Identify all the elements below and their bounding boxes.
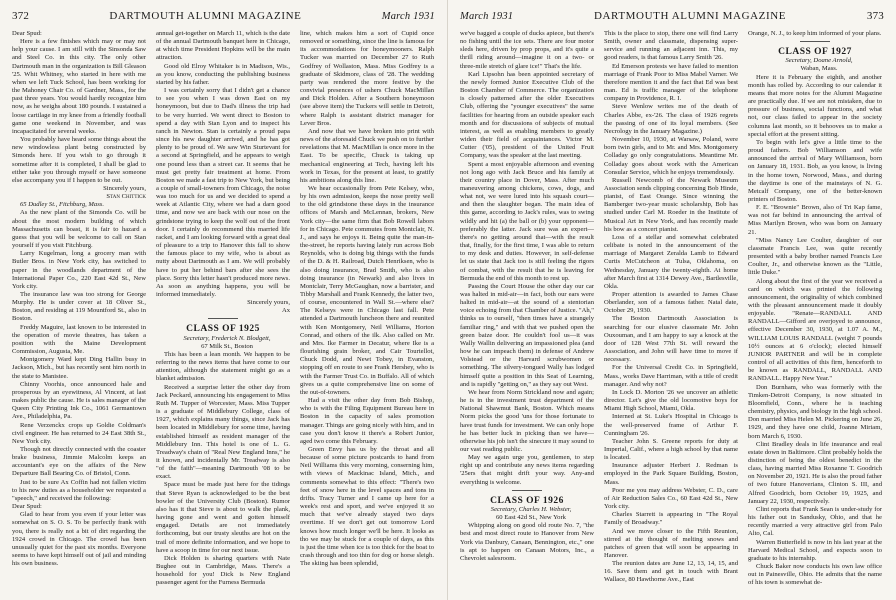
paragraph: Russell Newcomb of the Newark Museum Association sends clipping concerning Bob Hinde, pianist, of East Orange. Since winning the Bamberger two-year music scholarship, Bob has studied under Carl M. Roeder in the Institute of Musical Art in New York, and has recently made his bow as a concert pianist.	[604, 176, 738, 233]
paragraph: Warren Butterfield is now in his last year at the Harvard Medical School, and expects soon to graduate to his internship.	[748, 538, 882, 562]
page-number: 372	[12, 10, 30, 22]
paragraph: "Miss Nancy Lee Coulter, daughter of our classmate Francis Lee, was quite recently presented with a baby brother named Francis Lee Coulter, Jr., and otherwise known as the "Little, little Duke."	[748, 236, 882, 277]
signoff: Sincerely yours,	[103, 184, 146, 192]
right-column-2	[604, 30, 738, 600]
paragraph: Poor me you may address Webster, C. D., care of Air Reduction Sales Co., 60 East 42d St., New York city.	[604, 486, 738, 511]
paragraph: we've bagged a couple of ducks apiece, but there's no fishing until the ice sets. There are four motor sleds here, driven by prop props, and it's quite a thrill riding around—imagine it on a two- or three-mile stretch of glare ice!" That's the life.	[460, 30, 594, 70]
paragraph: Ed Emerson protests we have failed to mention marriage of Frank Poor to Miss Mabel Varner. We therefore mention it and the fact that Ed was best man. Ed is traffic manager of the telephone company in Providence, R. I.	[604, 62, 738, 103]
left-column-1	[12, 30, 146, 600]
right-column-3	[748, 30, 882, 600]
paragraph: Whipping along on good old route No. 7, "the best and most direct route to Hanover from New York via Danbury, Canaan, Bennington, etc.," one is apt to happen on Canaan Motors, Inc., a Chevrolet salesroom.	[460, 522, 594, 562]
right-page	[448, 0, 896, 600]
left-column-2	[156, 30, 290, 600]
paragraph: Received a surprise letter the other day from Jack Peckard, announcing his engagement to Miss Ruth M. Tupper of Worcester, Mass. Miss Tupper is a graduate of Middlebury College, class of 1927, which explains many things, since Jack has been located in Middlebury for some time, having established himself as resident manager of the Middlebury Inn. This hotel is one of L. G. Treadway's chain of "Real New England Inns," he it known, and incidentally Mr. Treadway is also "of the faith"—meaning Dartmouth '08 to be exact.	[156, 383, 290, 481]
paragraph: Glad to hear from you even if your letter was somewhat on S. O. S. To be perfectly frank with you, there is really not a bit of dirt regarding the 1924 crowd in Chicago. The crowd has been unusually quiet for the past six months. Everyone seems to have kept himself out of jail and minding his own business.	[12, 511, 146, 568]
page-number: 373	[866, 10, 884, 22]
paragraph: Here is a few finishes which may or may not help your cause. I am still with the Sinsonda Saw and Steel Co. in this city. The only other Dartmouth man in the organization is Bill Gleason '25. Whit Whitney, who started in here with me when we left Tuck School, has been working for the Mahoney Chair Co. of Gardner, Mass., for the past three years. You would hardly recognize him now, as he weighs about 180 pounds. I sustained a loose cartilage in my knee from a friendly football game one weekend in November, and was incapacitated for several weeks.	[12, 38, 146, 135]
paragraph: In Lock D. Morton '26 we uncover an athletic director. Let's give the old locomotive boys for Miami High School, Miami, Okla.	[604, 388, 738, 413]
paragraph: Freddy Maguire, last known to be interested in the operation of movie theatres, has taken a position with the Maine Development Commission, Augusta, Me.	[12, 323, 146, 356]
issue-date: March 1931	[460, 11, 514, 22]
paragraph: Dick Holden is sharing quarters with Nate Bughee out in Cambridge, Mass. There's a household for you! Dick is New England passenger agent for the Furness Bermuda	[156, 554, 290, 587]
running-header-left	[12, 10, 435, 24]
paragraph: The reunion dates are June 12, 13, 14, 15, and 16. Save them and get in touch with Brant Wallace, 80 Hawthorne Ave., East	[604, 560, 738, 584]
paragraph: Insurance adjuster Herbert J. Redman is employed in the Park Square Building, Boston, Mass.	[604, 462, 738, 486]
paragraph: Chinny Voorhis, once announced hale and prosperous by an eyewitness, Al Vincent, at last makes public the cause. He is sales manager of the Queen City Printing Ink Co., 1061 Germantown Ave., Philadelphia, Pa.	[12, 380, 146, 421]
class-address: Waban, Mass.	[800, 65, 838, 73]
paragraph: Teacher John S. Greene reports for duty at Imperial, Calif., where a high school by that name is located.	[604, 437, 738, 462]
paragraph: F. E. "Brownie" Brown, also of Tri Kap fame, was not far behind in announcing the arrival of Miss Marilyn Brown, who was born on January 21.	[748, 204, 882, 236]
paragraph: Dear Spud:	[12, 30, 42, 37]
right-column-1	[460, 30, 594, 600]
paragraph: Had a visit the other day from Bob Bishop, who is with the Filing Equipment Bureau here in Boston in the capacity of sales promotion manager. Things are going nicely with him, and in case you don't know it there's a Robert Junior, aged two come this February.	[300, 397, 434, 445]
class-secretary: Secretary, Frederick N. Blodgett,	[183, 334, 271, 342]
class-heading-1925: CLASS OF 1925	[186, 324, 260, 335]
paragraph: I was certainly sorry that I didn't get a chance to see you when I was down East on my honeymoon, but due to Dad's illness the trip had to be very hurried. We went direct to Boston to spend a day with Stan Lyon and to inspect his ranch in Newton. Stan is certainly a proud papa since his new daughter arrived, and he has got plenty to be proud of. We saw Win Sturtevant for a second at Springfield, and he appears to weigh one pound less than a street car. It seems that he must get pretty fair treatment at home. From Boston we made a fast trip to New York, but being a couple of small-towners from Chicago, the noise was too much for us and we decided to spend a week at Atlantic City, where we had a darn good time, and now we are back with our nose on the grindstone trying to keep the wolf out of the front door. I certainly do recommend this married life racket, and I am looking forward with a great deal of pleasure to a trip to Hanover this fall to show the famous place to my wife, who is about as nutty about Dartmouth as I am. We will probably have to put her behind bars after she sees the place. Sorry this letter hasn't produced more news. As soon as anything happens, you will be informed immediately.	[156, 87, 290, 298]
paragraph: Don Burnham, who was formerly with the Timken-Detroit Company, is now situated in Bloomfield, Conn., where he is teaching chemistry, physics, and biology in the high school. Don married Miss Helen M. Pickering on June 26, 1929, and they have one child, Joanne Miriam, born March 6, 1930.	[748, 383, 882, 440]
paragraph: Karl Lipsohn has been appointed secretary of the newly formed Junior Executive Club of the Boston Chamber of Commerce. The organization is closely patterned after the older Executives Club, offering the "younger executives" the same facilities for hearing from an outside speaker each month and for discussions of subjects of mutual interest, as well as enabling members to greatly widen their field of acquaintances. Victor M. Cutter ('05), president of the United Fruit Company, was the speaker at the last meeting.	[460, 70, 594, 160]
divider	[800, 41, 830, 42]
class-address: 60 East 42d St., New York	[496, 514, 566, 522]
magazine-title: DARTMOUTH ALUMNI MAGAZINE	[593, 10, 787, 22]
class-heading-1926: CLASS OF 1926	[490, 495, 564, 506]
paragraph: November 10, 1930, at Warsaw, Poland, were born twin girls, and to Mr. and Mrs. Montgomery Colladay go only congratulations. Meantime Mr. Colladay goes about work with the American Consular Service, which he enjoys tremendously.	[604, 136, 738, 176]
paragraph: Loss of a stellar and somewhat celebrated celibate is noted in the announcement of the marriage of Margaret Zeralda Lamb to Edward Curtis McCutcheon at Tulsa, Oklahoma, on Wednesday, January the twenty-eighth. At home after March first at 1314 Dewey Ave., Bartlesville, Okla.	[604, 233, 738, 290]
paragraph: The insurance law was too strong for George Murphy. He is under cover at 18 Oliver St., Boston, and residing at 119 Mountford St., also in Boston.	[12, 291, 146, 323]
paragraph: To begin with let's give a little time to the proud fathers. Bob Williamson and wife announced the arrival of Mary Williamson, born on January 18, 1931. Bob, as you know, is living in the home town, Norwood, Mass., and during the daytime is one of the mainstays of N. G. Metcalf Company, one of the better-known printers of Boston.	[748, 138, 882, 203]
paragraph: Clint reports that Frank Sean is under-study for his father out in Sandusky, Ohio, and that he recently married a very attractive girl from Palo Alto, Cal.	[748, 505, 882, 538]
paragraph: Montgomery Ward kept Ding Hallin busy in Jackson, Mich., but has recently sent him north in the state to Manistee.	[12, 356, 146, 380]
paragraph: We hear from Norm Strickland now and again; he is in the investment trust department of the National Shawmut Bank, Boston. Which means Norm picks the good 'uns for those fortunate to have trust funds for investment. We can only hope he has better luck in picking than we have—otherwise his job isn't the sinecure it may sound to our vast reading public.	[460, 388, 594, 453]
paragraph: Space must be made just here for the tidings that Steve Ryan is acknowledged to be the best bowler of the University Club (Boston). Rumor also has it that Steve is about to walk the plank, having gone and went and gotten himself engaged. Details are not immediately forthcoming, but our trusty sleuths are hot on the trail of more definite information, and we hope to have a scoop in time for our next issue.	[156, 481, 290, 554]
paragraph: May we again urge you, gentlemen, to step right up and contribute any news items regarding '25ers that might drift your way. Any-and everything is welcome.	[460, 454, 594, 486]
class-address: 67 Milk St., Boston	[201, 342, 253, 350]
paragraph: Passing the Court House the other day our car was halted in mid-air—in fact, both our ears were halted in mid-air—at the sound of a stentorian voice echoing from that Chamber of Justice. "Ah," thinks us to ourself, "then times have a strangely familiar ring," and with that we pushed open the green baize door. He couldn't fool us—it was Wally Wallin delivering an impassioned plea (and how he can impeach them) in defense of Andrew Volstead or the Harvard scrubwomen or something. The silvery-tongued Wally has lodged himself quite a position in this Seat of Learning, and is rapidly "getting on," as they say out West.	[460, 282, 594, 388]
class-heading-1927: CLASS OF 1927	[778, 47, 852, 58]
paragraph: Though not directly connected with the coaster brake business, Jimmie Malcolm keeps an accountant's eye on the affairs of the New Departure Ball Bearing Co. of Bristol, Conn.	[12, 445, 146, 478]
issue-date: March 1931	[381, 11, 435, 22]
paragraph: The Boston Dartmouth Association is searching for our elusive classmate Mr. John Ouxouman, and I am happy to say a knock at the door of 128 West 77th St. will reward the Association, and John will have time to move if necessary.	[604, 315, 738, 364]
paragraph: This has been a lean month. We happen to be referring to the news items that have come to our attention, although the statement might go as a blanket admission.	[156, 350, 290, 383]
paragraph: And now that we have broken into print with news of the aforesaid Chuck we push on to further revelations that M. MacMillan is once more in the East. To be specific, Chuck is taking up mechanical engineering at Tech, having left his work in Texas, for the present at least, to gratify his ambitions along this line.	[300, 127, 434, 184]
paragraph: Larry Kugelman, long a grocery man with Butler Bros. in New York city, has switched to paper in the woodlands department of the International Paper Co., 220 East 42d St., New York city.	[12, 250, 146, 290]
paragraph: You probably have heard some things about the new windowless plant being constructed by Simonds here. If you wish to go through it sometime after it is completed, I shall be glad to either take you through myself or have someone else accompany you if I happen to be out.	[12, 136, 146, 184]
paragraph: Dear Spud:	[12, 503, 42, 511]
paragraph: Charles Starrett is appearing in "The Royal Family of Broadway."	[604, 511, 738, 527]
paragraph: Along about the first of the year we received a card on which was printed the following announcement, the originality of which combined with the pleasant announcement made it doubly enjoyable. "Renate—RANDALL AND RANDALL—Gifford are overjoyed to announce, effective December 30, 1930, at 1.07 A. M., WILLIAM LOUIS RANDALL (weight 7 pounds 10½ ounces at 6 o'clock); elected himself JUNIOR PARTNER and will be in complete control of all activities of this firm, henceforth to be known as RANDALL, RANDALL AND RANDALL. Happy New Year."	[748, 277, 882, 383]
divider	[512, 490, 542, 491]
paragraph: line, which makes him a sort of Cupid once removed or something, since the line is famous for its accommodations for honeymooners. Ralph Tucker was married on December 27 to Ruth Godfrey of Wollaston, Mass. Miss Godfrey is a graduate of Skidmore, class of '28. The wedding party was rendered the more festive by the convivial presences of ushers Chuck MacMillan and Dick Holden. After a Southern honeymoon (see above item) the Tuckers will settle in Detroit, where Ralph is assistant district manager for Lever Bros.	[300, 30, 434, 127]
paragraph: We hear occasionally from Pete Kelsey, who, by his own admission, keeps the nose pretty well to the old grindstone these days in the insurance offices of Marsh and McLennan, brokers, New York city—the same firm that Bob Rowell labors for in Chicago. Pete commutes from Montclair, N. J., and says he enjoys it. Being quite the man-in-the-street, he reports having lately run across Bob Reynolds, who is doing big things with the funds of the D. & H. Railroad, Dutch Henriksen, who is also doing insurance, Brad Smith, who is also doing insurance (in Newark) and also lives in Montclair, Terry McGaughan, now a barrister, and Tibby Marshall and Frank Kennedy, the latter two, of course, encountered in Wall St.—where else? The Kelseys were in Chicago last fall. Pete attended a Dartmouth luncheon there and reunited with Ken Montgomery, Neil Williams, Horton Conrad, and others of the ilk. Also called on Mr. and Mrs. Ike Farmer in Decatur, where Ike is a flourishing grain broker, and Cair Tourtellot, Chuck Dodd, and Newt Tobey, in Evanston, stopping off en route to see Frank Hershey, who is with the Farmer Trust Co. in Buffalo. All of which gives us a quite comprehensive line on some of the out-of-towners.	[300, 184, 434, 396]
left-column-3	[300, 30, 434, 600]
paragraph: Green Envy has us by the throat and all because of some picture postcards to hand from Neil Williams this very morning, conserning him, with views of Mackinac Island, Mich., and comments somewhat to this effect: "There's two feet of snow here in the level spaces and tons in drifts. Tracy Turner and I came up here for a week's rest and sport, and we've enjoyed it so much that we've already stayed two days overtime. If we don't get out tomorrow Lord knows how much longer we'll be here. It looks as tho we may be stuck for a couple of days, as this is just the time when ice is too thick for the boat to crash through and too thin for dog or horse sleigh. The skiing has been splendid,	[300, 445, 434, 568]
paragraph: As the new plant of the Simonds Co. will be about the most modern building of which Massachusetts can boast, it is fair to hazard a guess that you will be welcome to call on Stan yourself if you visit Fitchburg.	[12, 209, 146, 250]
paragraph: Just to be sure Ax Coffin had not fallen victim to his new duties as a householder we requested a "speech," and received the following:	[12, 478, 146, 502]
signature-address: 65 Dudley St., Fitchburg, Mass.	[20, 201, 104, 209]
paragraph: annual get-together on March 11, which is the date of the annual Dartmouth banquet here in Chicago, at which time President Hopkins will be the main attraction.	[156, 30, 290, 62]
paragraph: Clint Bradley deals in life insurance and real estate down in Baltimore. Clint probably holds the distinction of being the oldest benedict in the class, having married Miss Roxanne T. Goodrich on November 20, 1921. He is also the proud father of two future Hanoverians, Clinton S. III, and Alfred Goodrich, born October 19, 1925, and January 22, 1930, respectively.	[748, 440, 882, 505]
running-header-right	[460, 10, 884, 24]
paragraph: Rene Verzenckx crops up Goldie Coldman's civil engineer. He has returned to 24 East 38th St., New York city.	[12, 421, 146, 445]
magazine-title: DARTMOUTH ALUMNI MAGAZINE	[109, 10, 302, 22]
paragraph: Here it is February the eighth, and another month has rolled by. According to our calendar it means that more notes for the Alumni Magazine are practically due. If we are not mistaken, due to pressure of business, social functions, and what not, our class failed to appear in the society columns last month, so it behooves us to make a special effort at the present sitting.	[748, 73, 882, 138]
paragraph: Good old Elroy Whitaker is in Madison, Wis., as you know, conducting the publishing business started by his father.	[156, 62, 290, 86]
paragraph: And we move closer to the Fifth Reunion, stirred at the thought of melting snows and patches of green that will soon be appearing in Hanover.	[604, 527, 738, 559]
signature-name: Stan Chittick	[106, 193, 146, 201]
divider	[208, 318, 238, 319]
paragraph: Proper attention is awarded to James Chase Oberlander, son of a famous father. Natal date, October 29, 1930.	[604, 291, 738, 315]
paragraph: Orange, N. J., to keep him informed of your plans.	[748, 30, 882, 37]
paragraph: Interned at St. Luke's Hospital in Chicago is the well-preserved frame of Arthur F. Cunningham '26.	[604, 413, 738, 437]
paragraph: Spent a most enjoyable afternoon and evening not long ago with Jack Bruce and his family at their country place in Dover, Mass. After much maneuvering among chickens, cows, dogs, and what not, we were lured into his squash court—and then the slaughter began. The main idea of this game, according to Jack's rules, was to swing wildly and hit (a) the ball or (b) your opponent—preferably the latter. Jack sure was an expert—there's no getting around that—with the result that, finally, for the first time, I was able to return to my desk and duties. However, in self-defense let us state that Jack too is still feeling the rigors of combat, with the result that he is leaving for Bermuda the end of this month to rest up.	[460, 160, 594, 282]
signature-name: Ax	[281, 307, 290, 315]
paragraph: Steve Wenlow writes me of the death of Charles Abbe, ex-'26. The class of 1926 regrets the passing of one of its loyal members. (See Necrology in the January Magazine.)	[604, 103, 738, 135]
left-columns	[12, 30, 435, 600]
class-secretary: Secretary, Doane Arnold,	[785, 57, 853, 65]
right-columns	[460, 30, 884, 600]
paragraph: For the Universal Credit Co. in Springfield, Mass., works Dave Harriman, with a title of credit manager. And why not?	[604, 364, 738, 388]
class-secretary: Secretary, Charles H. Webster,	[490, 505, 572, 513]
paragraph: Chuck Baker now conducts his own law office out in Painesville, Ohio. He admits that the name of his town is somewhat de-	[748, 563, 882, 587]
signoff: Sincerely yours,	[247, 299, 290, 307]
paragraph: This is the place to stop, there one will find Larry Smith, owner and classmate, dispensing super-service and running an adjacent inn. This, my good readers, is that famous Larry Smith '26.	[604, 30, 738, 62]
